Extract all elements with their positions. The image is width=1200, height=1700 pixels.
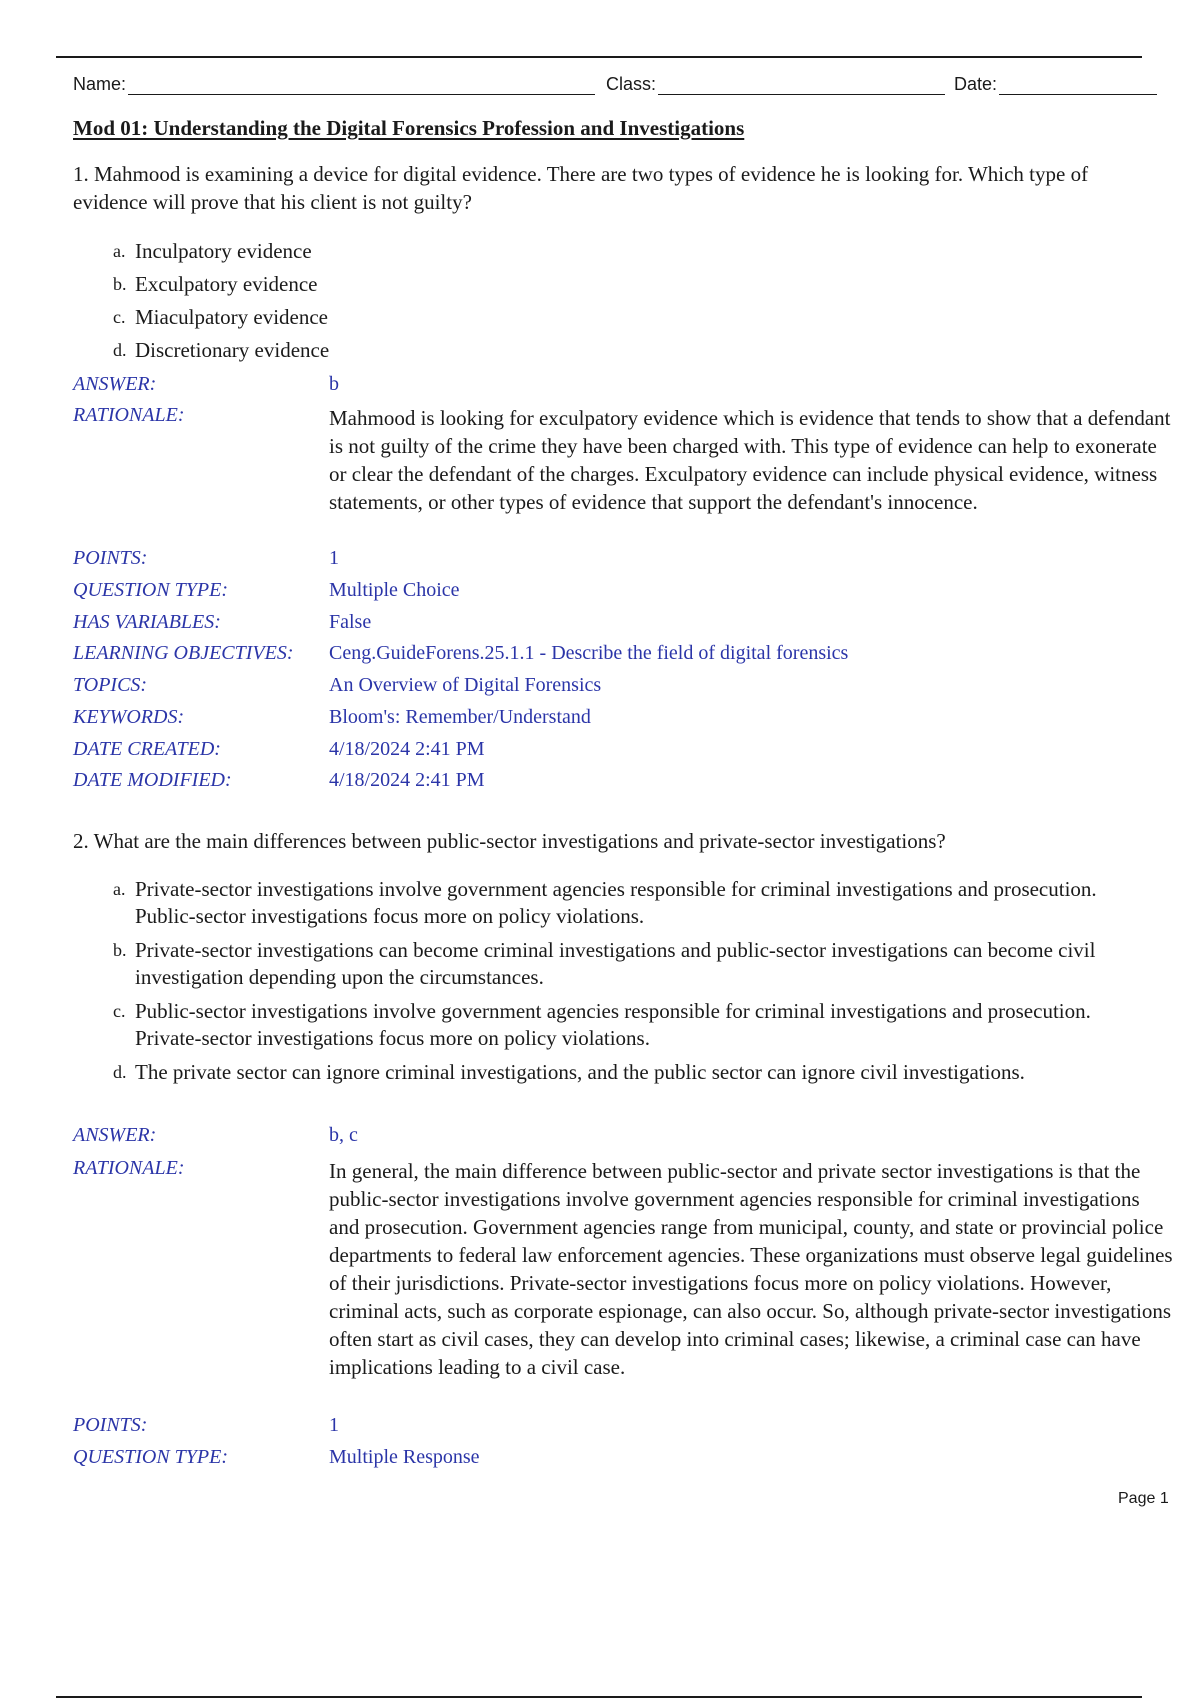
learning-objectives-row <box>73 642 1173 674</box>
question-type-key: QUESTION TYPE: <box>73 1446 229 1468</box>
answer-row <box>73 373 1173 404</box>
choice-letter: c. <box>113 1001 126 1021</box>
date-modified-key: DATE MODIFIED: <box>73 769 232 791</box>
question-type-value: Multiple Choice <box>329 579 460 601</box>
question-2-metadata <box>73 1124 1173 1478</box>
choice-2c <box>113 998 1133 1052</box>
question-1-choices <box>113 238 1133 364</box>
class-field[interactable] <box>606 72 945 95</box>
name-label: Name: <box>73 74 127 94</box>
choice-text: Private-sector investigations involve government agencies responsible for criminal investigations and prosecution. Public-sector investigations focus more on policy violations. <box>135 877 1097 928</box>
date-modified-row <box>73 769 1173 800</box>
question-1-metadata <box>73 373 1173 800</box>
module-title: Mod 01: Understanding the Digital Forensics Profession and Investigations <box>73 116 745 140</box>
points-key: POINTS: <box>73 1414 148 1436</box>
date-field[interactable] <box>954 72 1157 95</box>
question-type-key: QUESTION TYPE: <box>73 579 229 601</box>
choice-1a <box>113 238 1133 265</box>
rationale-key: RATIONALE: <box>73 1157 185 1179</box>
choice-letter: b. <box>113 940 127 960</box>
rationale-row <box>73 1157 1173 1414</box>
date-created-value: 4/18/2024 2:41 PM <box>329 738 485 760</box>
question-2-choices <box>113 876 1133 1086</box>
answer-value: b <box>329 373 339 395</box>
rationale-value: Mahmood is looking for exculpatory evidence which is evidence that tends to show that a defendant is not guilty of the crime they have been charged with. This type of evidence can help to exonerate or clear the defendant of the charges. Exculpatory evidence can include physical evidence, witness statements, or other types of evidence that support the defendant's innocence. <box>329 406 1171 514</box>
name-blank[interactable] <box>128 72 595 95</box>
rationale-row <box>73 404 1173 547</box>
choice-text: Public-sector investigations involve government agencies responsible for criminal investigations and prosecution. Private-sector investigations focus more on policy violations. <box>135 999 1091 1050</box>
name-field[interactable] <box>73 72 595 95</box>
points-value: 1 <box>329 1414 339 1436</box>
topics-row <box>73 674 1173 706</box>
answer-key: ANSWER: <box>73 1124 157 1146</box>
points-key: POINTS: <box>73 547 148 569</box>
topics-key: TOPICS: <box>73 674 148 696</box>
points-value: 1 <box>329 547 339 569</box>
choice-1d <box>113 337 1133 364</box>
page-number: Page 1 <box>1118 1490 1169 1507</box>
date-created-row <box>73 738 1173 769</box>
date-created-key: DATE CREATED: <box>73 738 221 760</box>
points-row <box>73 547 1173 579</box>
question-type-row <box>73 1446 1173 1478</box>
rationale-key: RATIONALE: <box>73 404 185 426</box>
student-info-header <box>73 72 1161 100</box>
question-type-value: Multiple Response <box>329 1446 480 1468</box>
has-variables-row <box>73 611 1173 642</box>
keywords-row <box>73 706 1173 738</box>
choice-text: Exculpatory evidence <box>135 272 318 296</box>
choice-letter: a. <box>113 879 126 899</box>
class-label: Class: <box>606 74 657 94</box>
has-variables-key: HAS VARIABLES: <box>73 611 221 633</box>
choice-letter: d. <box>113 1062 127 1082</box>
date-blank[interactable] <box>999 72 1157 95</box>
choice-letter: c. <box>113 307 126 327</box>
question-type-row <box>73 579 1173 611</box>
answer-value: b, c <box>329 1124 358 1146</box>
choice-letter: a. <box>113 241 126 261</box>
top-rule <box>56 56 1142 58</box>
topics-value: An Overview of Digital Forensics <box>329 674 602 696</box>
choice-2d <box>113 1059 1133 1086</box>
answer-key: ANSWER: <box>73 373 157 395</box>
choice-text: Private-sector investigations can become criminal investigations and public-sector investigations can become civil investigation depending upon the circumstances. <box>135 938 1096 989</box>
learning-objectives-value: Ceng.GuideForens.25.1.1 - Describe the field of digital forensics <box>329 642 849 664</box>
choice-2a <box>113 876 1133 930</box>
question-1-stem: 1. Mahmood is examining a device for digital evidence. There are two types of evidence he is looking for. Which type of evidence will prove that his client is not guilty? <box>73 162 1089 214</box>
learning-objectives-key: LEARNING OBJECTIVES: <box>73 642 294 664</box>
choice-letter: b. <box>113 274 127 294</box>
choice-2b <box>113 937 1133 991</box>
choice-text: Discretionary evidence <box>135 338 330 362</box>
date-label: Date: <box>954 74 998 94</box>
choice-1b <box>113 271 1133 298</box>
keywords-value: Bloom's: Remember/Understand <box>329 706 591 728</box>
bottom-rule <box>56 1696 1142 1698</box>
class-blank[interactable] <box>658 72 945 95</box>
keywords-key: KEYWORDS: <box>73 706 185 728</box>
choice-text: Inculpatory evidence <box>135 239 312 263</box>
choice-letter: d. <box>113 340 127 360</box>
answer-row <box>73 1124 1173 1157</box>
question-2-stem: 2. What are the main differences between public-sector investigations and private-sector investigations? <box>73 829 946 853</box>
choice-text: The private sector can ignore criminal investigations, and the public sector can ignore civil investigations. <box>135 1060 1025 1084</box>
choice-1c <box>113 304 1133 331</box>
date-modified-value: 4/18/2024 2:41 PM <box>329 769 485 791</box>
rationale-value: In general, the main difference between public-sector and private sector investigations is that the public-sector investigations involve government agencies responsible for criminal investigations and prosecution. Government agencies range from municipal, county, and state or provincial police departments to federal law enforcement agencies. These organizations must observe legal guidelines of their jurisdictions. Private-sector investigations focus more on policy violations. However, criminal acts, such as corporate espionage, can also occur. So, although private-sector investigations often start as civil cases, they can develop into criminal cases; likewise, a criminal case can have implications leading to a civil case. <box>329 1159 1173 1379</box>
choice-text: Miaculpatory evidence <box>135 305 328 329</box>
has-variables-value: False <box>329 611 372 633</box>
points-row <box>73 1414 1173 1446</box>
